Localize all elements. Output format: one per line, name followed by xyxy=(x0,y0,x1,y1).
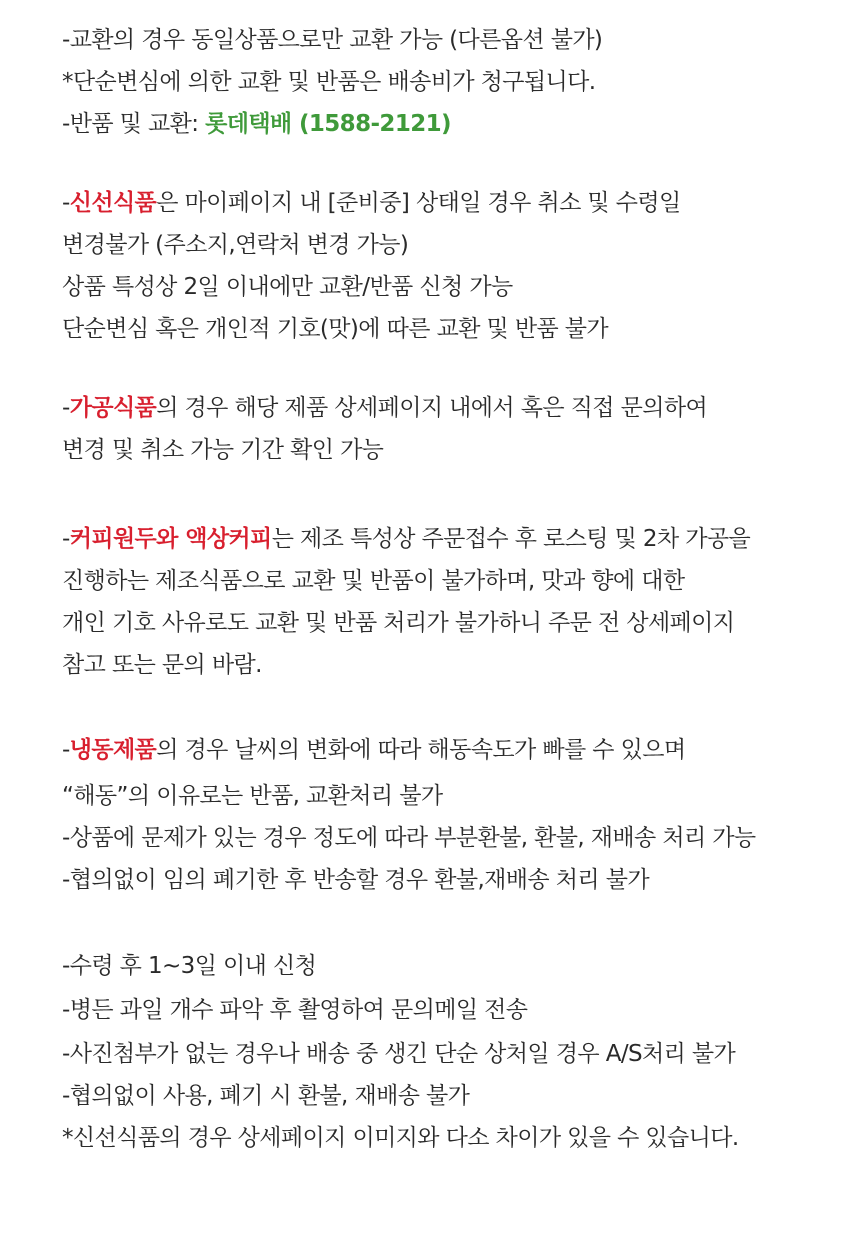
policy-text: -협의없이 사용, 폐기 시 환불, 재배송 불가 xyxy=(62,1083,470,1109)
policy-line xyxy=(62,859,649,901)
policy-line xyxy=(62,387,707,429)
highlight-text: 신선식품 xyxy=(69,190,157,216)
policy-line xyxy=(62,182,681,224)
policy-text: 변경 및 취소 가능 기간 확인 가능 xyxy=(62,437,384,463)
highlight-text: 커피원두와 액상커피 xyxy=(69,526,272,552)
policy-text: - xyxy=(62,395,70,421)
policy-text: 는 제조 특성상 주문접수 후 로스팅 및 2차 가공을 xyxy=(271,526,751,552)
policy-text: -사진첨부가 없는 경우나 배송 중 생긴 단순 상처일 경우 A/S처리 불가 xyxy=(62,1041,736,1067)
policy-line xyxy=(62,429,383,471)
policy-line xyxy=(62,945,316,987)
policy-text: - xyxy=(62,526,70,552)
policy-line xyxy=(62,1117,739,1159)
policy-line xyxy=(62,989,527,1031)
policy-text: 의 경우 해당 제품 상세페이지 내에서 혹은 직접 문의하여 xyxy=(156,395,708,421)
policy-text: *신선식품의 경우 상세페이지 이미지와 다소 차이가 있을 수 있습니다. xyxy=(62,1125,739,1151)
policy-text: 변경불가 (주소지,연락처 변경 가능) xyxy=(62,232,409,258)
policy-text: 단순변심 혹은 개인적 기호(맛)에 따른 교환 및 반품 불가 xyxy=(62,316,609,342)
policy-text: 은 마이페이지 내 [준비중] 상태일 경우 취소 및 수령일 xyxy=(156,190,681,216)
policy-text: *단순변심에 의한 교환 및 반품은 배송비가 청구됩니다. xyxy=(62,69,596,95)
policy-text: -반품 및 교환: xyxy=(62,111,206,137)
policy-text: “해동”의 이유로는 반품, 교환처리 불가 xyxy=(62,783,443,809)
policy-line xyxy=(62,61,595,103)
policy-line xyxy=(62,266,513,308)
policy-line xyxy=(62,103,451,145)
policy-text: - xyxy=(62,190,70,216)
policy-line xyxy=(62,775,442,817)
policy-text: -수령 후 1~3일 이내 신청 xyxy=(62,953,317,979)
policy-text: 개인 기호 사유로도 교환 및 반품 처리가 불가하니 주문 전 상세페이지 xyxy=(62,610,735,636)
policy-line xyxy=(62,19,602,61)
policy-line xyxy=(62,1075,469,1117)
policy-line xyxy=(62,644,262,686)
policy-text: -병든 과일 개수 파악 후 촬영하여 문의메일 전송 xyxy=(62,997,528,1023)
policy-text: -협의없이 임의 폐기한 후 반송할 경우 환불,재배송 처리 불가 xyxy=(62,867,649,893)
policy-text: 진행하는 제조식품으로 교환 및 반품이 불가하며, 맛과 향에 대한 xyxy=(62,568,685,594)
policy-line xyxy=(62,518,750,560)
policy-line xyxy=(62,224,408,266)
policy-line xyxy=(62,817,756,859)
policy-text: 참고 또는 문의 바람. xyxy=(62,652,262,678)
highlight-text: 롯데택배 (1588-2121) xyxy=(205,111,451,137)
policy-line xyxy=(62,729,685,771)
highlight-text: 가공식품 xyxy=(69,395,157,421)
policy-line xyxy=(62,560,684,602)
policy-text: - xyxy=(62,737,70,763)
policy-text: -상품에 문제가 있는 경우 정도에 따라 부분환불, 환불, 재배송 처리 가능 xyxy=(62,825,756,851)
policy-text: -교환의 경우 동일상품으로만 교환 가능 (다른옵션 불가) xyxy=(62,27,603,53)
highlight-text: 냉동제품 xyxy=(69,737,157,763)
policy-line xyxy=(62,308,608,350)
policy-text: 상품 특성상 2일 이내에만 교환/반품 신청 가능 xyxy=(62,274,513,300)
policy-line xyxy=(62,1033,735,1075)
policy-text: 의 경우 날씨의 변화에 따라 해동속도가 빠를 수 있으며 xyxy=(156,737,686,763)
policy-line xyxy=(62,602,734,644)
